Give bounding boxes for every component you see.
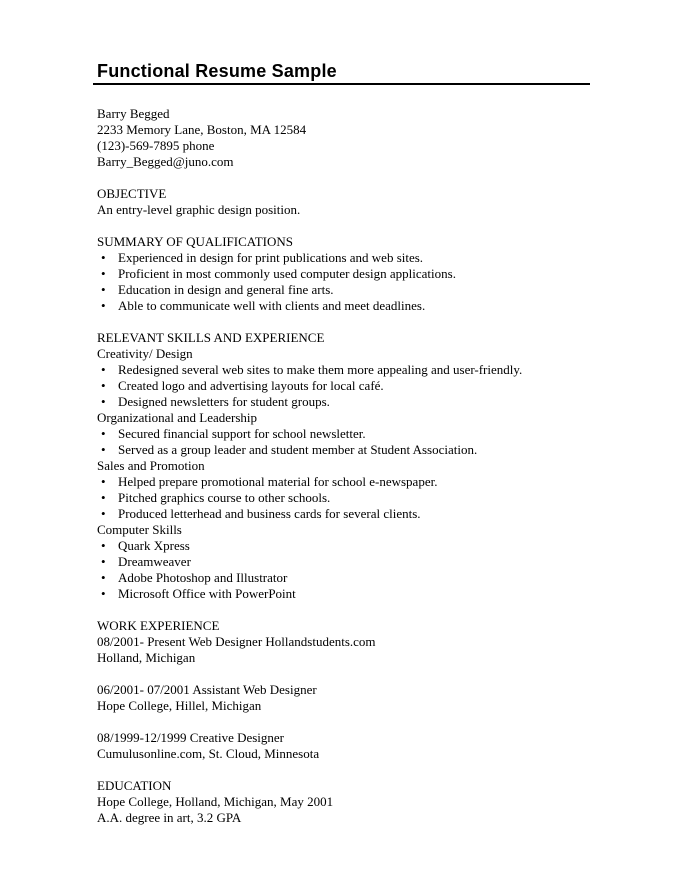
document-header — [97, 61, 634, 85]
education-school-line: Hope College, Holland, Michigan, May 2001 — [97, 794, 334, 809]
skill-bullet: • Adobe Photoshop and Illustrator — [97, 570, 634, 586]
skill-bullet: • Redesigned several web sites to make them more appealing and user-friendly. — [97, 362, 634, 378]
work-experience-section — [97, 618, 634, 762]
summary-section — [97, 234, 634, 314]
skill-group-label: Computer Skills — [97, 522, 182, 537]
section-heading-objective: OBJECTIVE — [97, 186, 167, 201]
objective-text: An entry-level graphic design position. — [97, 202, 301, 217]
skill-bullet: • Pitched graphics course to other schools. — [97, 490, 634, 506]
contact-phone: (123)-569-7895 phone — [97, 138, 215, 153]
job-entry — [97, 634, 634, 666]
skill-group-bullet-list — [97, 474, 634, 522]
contact-email: Barry_Begged@juno.com — [97, 154, 234, 169]
page-title: Functional Resume Sample — [97, 61, 337, 81]
section-heading-skills: RELEVANT SKILLS AND EXPERIENCE — [97, 330, 325, 345]
summary-bullet: • Proficient in most commonly used computer design applications. — [97, 266, 634, 282]
skill-group-label: Creativity/ Design — [97, 346, 193, 361]
job-entry — [97, 730, 634, 762]
section-heading-summary: SUMMARY OF QUALIFICATIONS — [97, 234, 293, 249]
job-dates-title: 06/2001- 07/2001 Assistant Web Designer — [97, 682, 317, 697]
education-degree-line: A.A. degree in art, 3.2 GPA — [97, 810, 242, 825]
skill-bullet: • Secured financial support for school newsletter. — [97, 426, 634, 442]
job-location: Cumulusonline.com, St. Cloud, Minnesota — [97, 746, 320, 761]
contact-section — [97, 106, 634, 170]
contact-name: Barry Begged — [97, 106, 170, 121]
skill-bullet: • Helped prepare promotional material for school e-newspaper. — [97, 474, 634, 490]
contact-address: 2233 Memory Lane, Boston, MA 12584 — [97, 122, 307, 137]
job-dates-title: 08/2001- Present Web Designer Hollandstudents.com — [97, 634, 376, 649]
summary-bullet: • Able to communicate well with clients and meet deadlines. — [97, 298, 634, 314]
section-heading-work: WORK EXPERIENCE — [97, 618, 220, 633]
skill-group-bullet-list — [97, 538, 634, 602]
skill-bullet: • Designed newsletters for student groups. — [97, 394, 634, 410]
skill-group-label: Sales and Promotion — [97, 458, 205, 473]
skill-group-bullet-list — [97, 426, 634, 458]
skill-bullet: • Quark Xpress — [97, 538, 634, 554]
skill-bullet: • Produced letterhead and business cards for several clients. — [97, 506, 634, 522]
job-dates-title: 08/1999-12/1999 Creative Designer — [97, 730, 285, 745]
title-underline-rule — [93, 83, 590, 85]
skills-section — [97, 330, 634, 602]
summary-bullet: • Experienced in design for print publications and web sites. — [97, 250, 634, 266]
job-entry — [97, 682, 634, 714]
job-location: Hope College, Hillel, Michigan — [97, 698, 262, 713]
summary-bullet-list — [97, 250, 634, 314]
summary-bullet: • Education in design and general fine arts. — [97, 282, 634, 298]
skill-bullet: • Served as a group leader and student member at Student Association. — [97, 442, 634, 458]
skill-group-label: Organizational and Leadership — [97, 410, 258, 425]
education-section — [97, 778, 634, 826]
skill-bullet: • Created logo and advertising layouts for local café. — [97, 378, 634, 394]
skill-bullet: • Microsoft Office with PowerPoint — [97, 586, 634, 602]
skill-group-bullet-list — [97, 362, 634, 410]
job-location: Holland, Michigan — [97, 650, 196, 665]
objective-section — [97, 186, 634, 218]
skill-bullet: • Dreamweaver — [97, 554, 634, 570]
section-heading-education: EDUCATION — [97, 778, 172, 793]
